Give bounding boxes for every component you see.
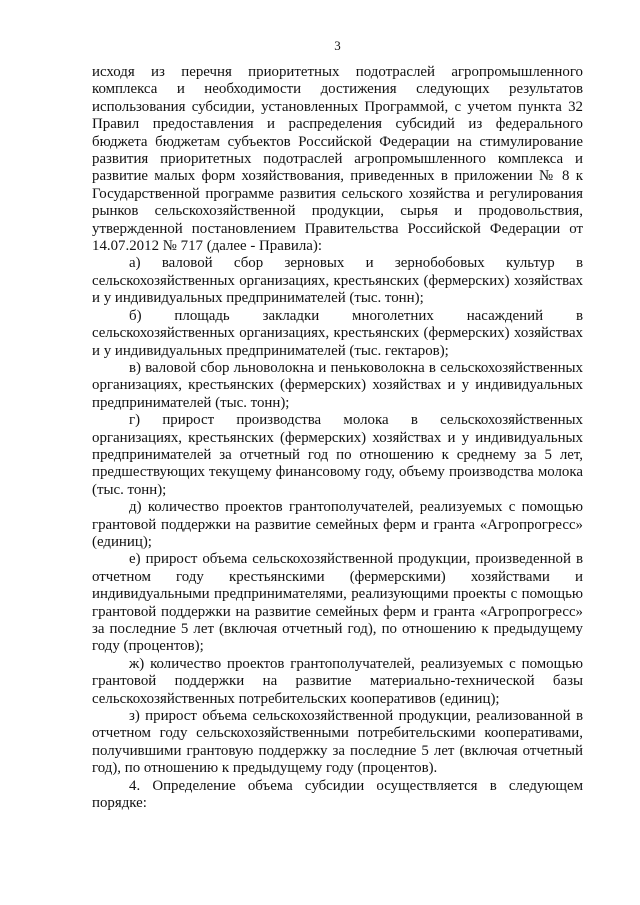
list-item-z: з) прирост объема сельскохозяйственной продукции, реализованной в отчетном году сельскохозяйственными потребительскими кооперативами, получившими грантовую поддержку за последние 5 лет (включая отчетный год), по отношению к предыдущему году (процентов). [92,708,583,777]
list-item-b: б) площадь закладки многолетних насаждений в сельскохозяйственных организациях, крестьянских (фермерских) хозяйствах и у индивидуальных предпринимателей (тыс. гектаров); [92,307,583,359]
list-item-e: е) прирост объема сельскохозяйственной продукции, произведенной в отчетном году крестьянскими (фермерскими) хозяйствами и индивидуальными предпринимателями, реализующими проекты с помощью грантовой поддержки на развитие семейных ферм и гранта «Агропрогресс» за последние 5 лет (включая отчетный год), по отношению к предыдущему году (процентов); [92,551,583,655]
section-4-paragraph: 4. Определение объема субсидии осуществляется в следующем порядке: [92,777,583,812]
list-item-g: г) прирост производства молока в сельскохозяйственных организациях, крестьянских (фермерских) хозяйствах и у индивидуальных предпринимателей за отчетный год по отношению к среднему за 5 лет, предшествующих текущему финансовому году, объему производства молока (тыс. тонн); [92,412,583,498]
list-item-a: а) валовой сбор зерновых и зернобобовых культур в сельскохозяйственных организациях, крестьянских (фермерских) хозяйствах и у индивидуальных предпринимателей (тыс. тонн); [92,255,583,307]
list-item-v: в) валовой сбор льноволокна и пеньковолокна в сельскохозяйственных организациях, крестьянских (фермерских) хозяйствах и у индивидуальных предпринимателей (тыс. тонн); [92,359,583,411]
list-item-d: д) количество проектов грантополучателей, реализуемых с помощью грантовой поддержки на развитие семейных ферм и гранта «Агропрогресс» (единиц); [92,499,583,550]
intro-paragraph: исходя из перечня приоритетных подотраслей агропромышленного комплекса и необходимости достижения следующих результатов использования субсидии, установленных Программой, с учетом пункта 32 Правил предоставления и распределения субсидий из федерального бюджета бюджетам субъектов Российской Федерации на стимулирование развития приоритетных подотраслей агропромышленного комплекса и развитие малых форм хозяйствования, приведенных в приложении № 8 к Государственной программе развития сельского хозяйства и регулирования рынков сельскохозяйственной продукции, сырья и продовольствия, утвержденной постановлением Правительства Российской Федерации от 14.07.2012 № 717 (далее - Правила): [92,64,583,255]
list-item-zh: ж) количество проектов грантополучателей, реализуемых с помощью грантовой поддержки на развитие материально-технической базы сельскохозяйственных потребительских кооперативов (единиц); [92,655,583,707]
page-number: 3 [334,38,341,53]
